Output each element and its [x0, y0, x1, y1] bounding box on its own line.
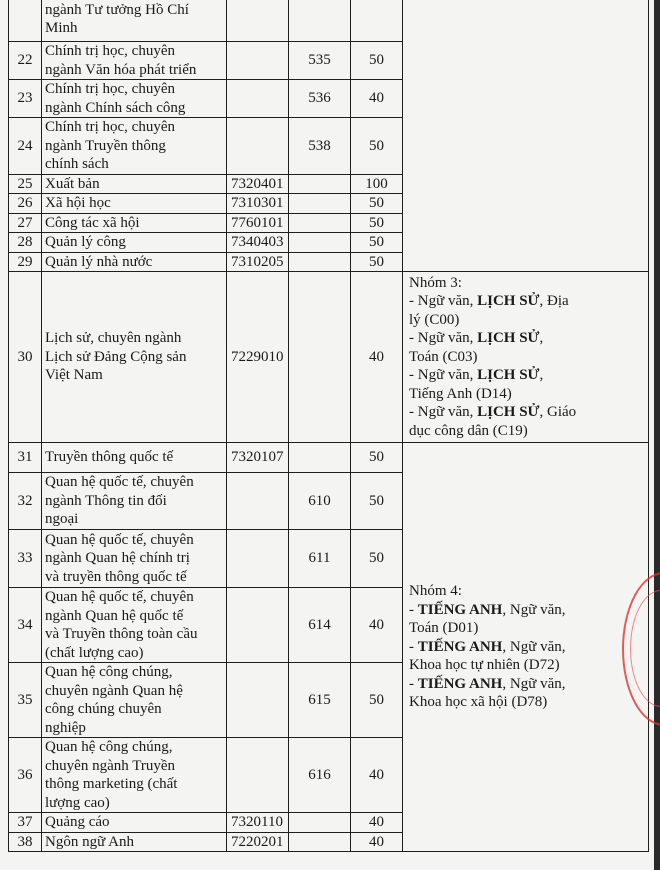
program-name-line: chuyên ngành Quan hệ — [45, 682, 183, 699]
row-number: 23 — [9, 80, 42, 118]
program-name — [42, 832, 227, 852]
program-code: 7310205 — [227, 252, 289, 272]
program-name-line: Quan hệ quốc tế, chuyên — [45, 474, 194, 491]
program-name — [42, 252, 227, 272]
program-name — [42, 233, 227, 253]
table-row — [9, 272, 649, 443]
program-code: 7220201 — [227, 832, 289, 852]
program-name-line: Việt Nam — [45, 367, 103, 384]
row-number: 32 — [9, 473, 42, 530]
program-code — [227, 663, 289, 738]
row-number: 34 — [9, 588, 42, 663]
program-name-line: ngoại — [45, 511, 79, 528]
quota-value: 50 — [351, 42, 403, 80]
group3-line — [409, 403, 645, 422]
subject-group3 — [403, 272, 649, 443]
quota-value: 50 — [351, 213, 403, 233]
program-name-line: và Truyền thông toàn cầu — [45, 626, 198, 642]
specialization-code: 614 — [289, 588, 351, 663]
program-name-line: Quan hệ quốc tế, chuyên — [45, 531, 194, 548]
combo-text: - — [409, 601, 418, 618]
program-name-line: ngành Quan hệ quốc tế — [45, 607, 184, 624]
program-name-line: Quản lý nhà nước — [45, 253, 153, 270]
program-name — [42, 663, 227, 738]
group3-line — [409, 366, 645, 385]
program-code — [227, 80, 289, 118]
specialization-code: 616 — [289, 738, 351, 813]
program-name — [42, 42, 227, 80]
specialization-code — [289, 443, 351, 473]
quota-value: 50 — [351, 252, 403, 272]
program-name-line: ngành Tư tưởng Hồ Chí — [45, 1, 189, 18]
row-number: 37 — [9, 813, 42, 833]
program-code: 7320107 — [227, 443, 289, 473]
group4-line — [409, 693, 645, 712]
program-code — [227, 530, 289, 588]
program-name-line: thông marketing (chất — [45, 776, 178, 792]
combo-text: - Ngữ văn, — [409, 330, 478, 347]
quota-value: 50 — [351, 443, 403, 473]
program-code: 7320110 — [227, 813, 289, 833]
row-number: 28 — [9, 233, 42, 253]
program-code — [227, 473, 289, 530]
combo-key-subject: LỊCH SỬ — [477, 404, 540, 421]
combo-key-subject: TIẾNG ANH — [417, 601, 503, 618]
program-name-line: ngành Thông tin đối — [45, 492, 167, 509]
program-name-line: ngành Văn hóa phát triển — [45, 61, 197, 78]
quota-value: 40 — [351, 738, 403, 813]
specialization-code: 538 — [289, 118, 351, 175]
specialization-code: 610 — [289, 473, 351, 530]
group3-line — [409, 311, 645, 330]
program-name-line: Quản lý công — [45, 234, 126, 250]
row-number: 35 — [9, 663, 42, 738]
program-name — [42, 813, 227, 833]
row-number: 22 — [9, 42, 42, 80]
group4-line — [409, 675, 645, 694]
group4-line — [409, 638, 645, 657]
combo-text: dục công dân (C19) — [409, 422, 528, 439]
group3-line — [409, 422, 645, 441]
specialization-code — [289, 174, 351, 194]
program-name-line: lượng cao) — [45, 794, 110, 811]
program-name — [42, 738, 227, 813]
combo-key-subject: TIẾNG ANH — [417, 638, 503, 655]
combo-key-subject: LỊCH SỬ — [477, 367, 540, 384]
row-number: 33 — [9, 530, 42, 588]
combo-text: , Ngữ văn, — [502, 638, 566, 655]
specialization-code — [289, 213, 351, 233]
specialization-code — [289, 233, 351, 253]
quota-value: 50 — [351, 118, 403, 175]
row-number: 38 — [9, 832, 42, 852]
row-number: 30 — [9, 272, 42, 443]
combo-text: , Ngữ văn, — [502, 601, 566, 618]
program-name-line: Quan hệ quốc tế, chuyên — [45, 589, 194, 605]
quota-value: 40 — [351, 813, 403, 833]
program-name-line: Xuất bản — [45, 175, 100, 192]
combo-key-subject: LỊCH SỬ — [477, 293, 540, 310]
quota-value: 50 — [351, 233, 403, 253]
program-name-line: công chúng chuyên — [45, 701, 162, 717]
combo-text: - Ngữ văn, — [409, 404, 478, 421]
program-code: 7340403 — [227, 233, 289, 253]
row-number: 31 — [9, 443, 42, 473]
combo-text: , Giáo — [539, 404, 577, 421]
combo-text: , Địa — [539, 293, 569, 310]
group3-title: Nhóm 3: — [409, 274, 462, 291]
combo-text: Toán (D01) — [409, 620, 479, 637]
table-row — [9, 443, 649, 473]
group3-line — [409, 348, 645, 367]
row-number — [9, 0, 42, 42]
specialization-code — [289, 813, 351, 833]
program-code — [227, 738, 289, 813]
combo-text: - — [409, 638, 418, 655]
program-name-line: Chính trị học, chuyên — [45, 119, 175, 135]
combo-key-subject: LỊCH SỬ — [477, 330, 540, 347]
program-name-line: Quan hệ công chúng, — [45, 739, 173, 755]
row-number: 29 — [9, 252, 42, 272]
program-name-line: Ngôn ngữ Anh — [45, 833, 134, 850]
program-code — [227, 0, 289, 42]
combo-text: Toán (C03) — [409, 348, 478, 365]
program-code: 7310301 — [227, 194, 289, 214]
program-name-line: ngành Quan hệ chính trị — [45, 550, 190, 567]
quota-value: 100 — [351, 174, 403, 194]
row-number: 24 — [9, 118, 42, 175]
row-number: 26 — [9, 194, 42, 214]
quota-value: 50 — [351, 663, 403, 738]
quota-value: 40 — [351, 80, 403, 118]
row-number: 27 — [9, 213, 42, 233]
program-name-line: ngành Chính sách công — [45, 99, 186, 116]
combo-text: , — [539, 330, 544, 347]
program-name-line: chính sách — [45, 156, 109, 172]
specialization-code — [289, 194, 351, 214]
program-code: 7320401 — [227, 174, 289, 194]
combo-key-subject: TIẾNG ANH — [417, 675, 503, 692]
combo-text: - Ngữ văn, — [409, 367, 478, 384]
group4-line — [409, 656, 645, 675]
combo-text: - Ngữ văn, — [409, 293, 478, 310]
program-name — [42, 194, 227, 214]
specialization-code: 615 — [289, 663, 351, 738]
quota-value: 50 — [351, 194, 403, 214]
program-code: 7229010 — [227, 272, 289, 443]
row-number: 25 — [9, 174, 42, 194]
combo-text: , Ngữ văn, — [502, 675, 566, 692]
program-name — [42, 213, 227, 233]
program-name-line: Lịch sử Đảng Cộng sản — [45, 348, 187, 365]
program-name — [42, 0, 227, 42]
group3-line — [409, 385, 645, 404]
program-name — [42, 530, 227, 588]
combo-text: - — [409, 675, 418, 692]
program-name — [42, 588, 227, 663]
program-name-line: ngành Truyền thông — [45, 137, 166, 154]
program-name — [42, 118, 227, 175]
quota-value: 50 — [351, 473, 403, 530]
specialization-code: 535 — [289, 42, 351, 80]
row-number: 36 — [9, 738, 42, 813]
specialization-code — [289, 0, 351, 42]
group3-line — [409, 329, 645, 348]
scan-edge — [654, 0, 660, 870]
program-name-line: và truyền thông quốc tế — [45, 568, 187, 585]
group3-line — [409, 292, 645, 311]
program-name-line: Truyền thông quốc tế — [45, 449, 174, 466]
program-name-line: Xã hội học — [45, 195, 111, 211]
specialization-code — [289, 272, 351, 443]
program-name-line: Chính trị học, chuyên — [45, 43, 175, 59]
program-name — [42, 443, 227, 473]
combo-text: lý (C00) — [409, 311, 460, 328]
program-name-line: Minh — [45, 20, 78, 36]
specialization-code: 536 — [289, 80, 351, 118]
program-name — [42, 174, 227, 194]
program-name-line: Quan hệ công chúng, — [45, 664, 173, 680]
program-name-line: Lịch sử, chuyên ngành — [45, 330, 182, 347]
program-name-line: chuyên ngành Truyền — [45, 757, 175, 774]
quota-value: 40 — [351, 588, 403, 663]
program-name — [42, 80, 227, 118]
program-name-line: Chính trị học, chuyên — [45, 81, 175, 97]
group4-line — [409, 601, 645, 620]
combo-text: Tiếng Anh (D14) — [409, 385, 512, 402]
combo-text: Khoa học xã hội (D78) — [409, 694, 548, 711]
quota-value: 40 — [351, 272, 403, 443]
program-name-line: (chất lượng cao) — [45, 644, 144, 661]
specialization-code — [289, 252, 351, 272]
program-name-line: Quảng cáo — [45, 814, 110, 830]
admission-quota-table — [8, 0, 649, 852]
quota-value: 50 — [351, 530, 403, 588]
specialization-code — [289, 832, 351, 852]
quota-value — [351, 0, 403, 42]
specialization-code: 611 — [289, 530, 351, 588]
quota-value: 40 — [351, 832, 403, 852]
program-name — [42, 272, 227, 443]
program-code — [227, 118, 289, 175]
combo-text: , — [539, 367, 544, 384]
group4-title: Nhóm 4: — [409, 583, 462, 600]
combo-text: Khoa học tự nhiên (D72) — [409, 657, 560, 674]
table-row — [9, 0, 649, 42]
subject-group4 — [403, 443, 649, 852]
program-code: 7760101 — [227, 213, 289, 233]
program-code — [227, 588, 289, 663]
program-name-line: Công tác xã hội — [45, 214, 140, 231]
program-name — [42, 473, 227, 530]
group4-line — [409, 619, 645, 638]
program-code — [227, 42, 289, 80]
subject-combo-blank — [403, 0, 649, 272]
program-name-line: nghiệp — [45, 719, 86, 736]
